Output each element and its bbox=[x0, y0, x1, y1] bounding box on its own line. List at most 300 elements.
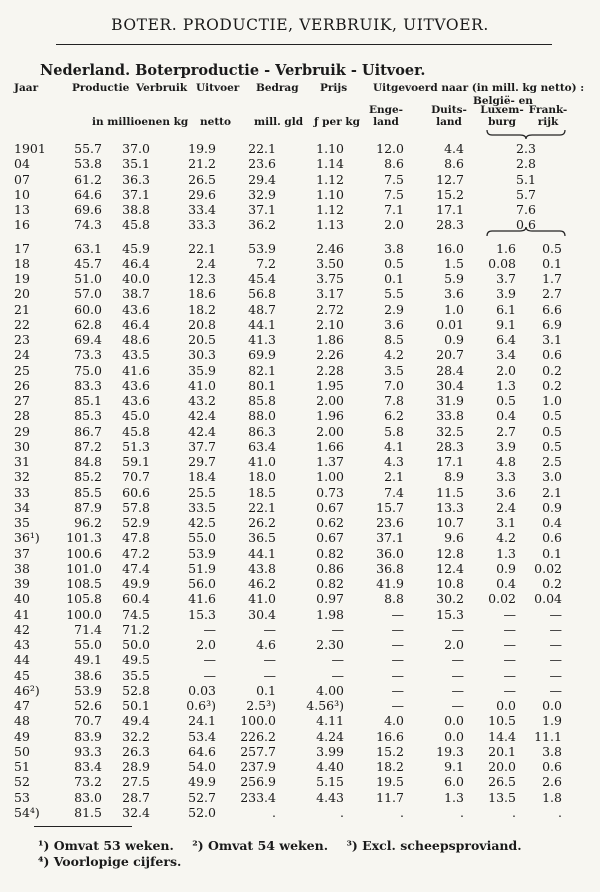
table-row bbox=[0, 347, 600, 362]
cell-verbruik: 74.5 bbox=[122, 606, 150, 622]
cell-belgie: 9.1 bbox=[496, 316, 516, 332]
cell-verbruik: 41.6 bbox=[122, 362, 150, 378]
table-row bbox=[0, 790, 600, 805]
cell-productie: 70.7 bbox=[74, 713, 102, 729]
cell-engeland: 15.2 bbox=[376, 743, 404, 759]
cell-bedrag: — bbox=[263, 667, 276, 683]
cell-uitvoer: 43.2 bbox=[188, 393, 216, 408]
cell-jaar: 53 bbox=[14, 789, 30, 805]
cell-uitvoer: — bbox=[203, 652, 216, 668]
cell-bedrag: 22.1 bbox=[248, 499, 276, 515]
cell-duitsland: 1.3 bbox=[444, 789, 464, 805]
cell-jaar: 29 bbox=[14, 423, 30, 439]
cell-uitvoer: 35.9 bbox=[188, 362, 216, 378]
cell-engeland: 36.8 bbox=[376, 560, 404, 576]
cell-belgie: 20.1 bbox=[488, 743, 516, 759]
header-prijs: Prijs bbox=[320, 82, 348, 94]
table-row bbox=[0, 469, 600, 484]
header-duitsland-1: Duits- bbox=[431, 104, 467, 116]
cell-belgie-frankrijk-combined: 2.8 bbox=[516, 156, 536, 172]
cell-uitvoer: 52.0 bbox=[188, 804, 216, 820]
cell-jaar: 34 bbox=[14, 499, 30, 515]
header-belgie-1: België- en bbox=[473, 95, 533, 107]
cell-frankrijk: 6.9 bbox=[542, 316, 562, 332]
cell-jaar: 07 bbox=[14, 171, 30, 187]
cell-verbruik: 47.8 bbox=[122, 530, 150, 546]
cell-belgie-frankrijk-combined: 5.7 bbox=[516, 186, 536, 202]
cell-duitsland: 6.0 bbox=[444, 774, 464, 790]
cell-uitvoer: 55.0 bbox=[188, 530, 216, 546]
cell-jaar: 46²) bbox=[14, 682, 40, 698]
cell-verbruik: 52.8 bbox=[122, 682, 150, 698]
cell-belgie: 3.9 bbox=[496, 438, 516, 454]
cell-productie: 60.0 bbox=[74, 301, 102, 317]
cell-duitsland: — bbox=[451, 667, 464, 683]
cell-frankrijk: 3.0 bbox=[542, 469, 562, 485]
table-row bbox=[0, 637, 600, 652]
table-row bbox=[0, 202, 600, 217]
cell-prijs: 1.66 bbox=[316, 438, 344, 454]
cell-jaar: 37 bbox=[14, 545, 30, 561]
table-row bbox=[0, 607, 600, 622]
cell-productie: 71.4 bbox=[74, 621, 102, 637]
cell-jaar: 16 bbox=[14, 217, 30, 233]
cell-duitsland: 13.3 bbox=[436, 499, 464, 515]
cell-frankrijk: 0.02 bbox=[534, 560, 562, 576]
header-jaar: Jaar bbox=[14, 82, 39, 94]
cell-uitvoer: 56.0 bbox=[188, 576, 216, 591]
cell-duitsland: 12.8 bbox=[436, 545, 464, 561]
cell-duitsland: 4.4 bbox=[444, 141, 464, 156]
cell-productie: 85.1 bbox=[74, 393, 102, 408]
cell-frankrijk: 11.1 bbox=[534, 728, 562, 744]
cell-productie: 64.6 bbox=[74, 186, 102, 202]
cell-belgie: 6.1 bbox=[496, 301, 516, 317]
header-engeland-2: land bbox=[373, 116, 399, 128]
cell-uitvoer: 21.2 bbox=[188, 156, 216, 172]
cell-jaar: 21 bbox=[14, 301, 30, 317]
cell-uitvoer: 41.0 bbox=[188, 377, 216, 393]
cell-uitvoer: 54.0 bbox=[188, 759, 216, 774]
cell-bedrag: 23.6 bbox=[248, 156, 276, 172]
cell-duitsland: 31.9 bbox=[436, 393, 464, 408]
cell-uitvoer: 25.5 bbox=[188, 484, 216, 500]
cell-prijs: 1.12 bbox=[316, 202, 344, 217]
cell-uitvoer: — bbox=[203, 621, 216, 637]
cell-duitsland: 11.5 bbox=[436, 484, 464, 500]
cell-uitvoer: 29.7 bbox=[188, 454, 216, 469]
cell-prijs: 4.00 bbox=[316, 682, 344, 698]
cell-verbruik: 50.0 bbox=[122, 637, 150, 652]
cell-belgie: 3.6 bbox=[496, 484, 516, 500]
cell-engeland: 6.2 bbox=[384, 408, 404, 424]
cell-bedrag: . bbox=[272, 804, 276, 820]
cell-productie: 69.4 bbox=[74, 332, 102, 347]
cell-engeland: 2.9 bbox=[384, 301, 404, 317]
header-unit-gld: mill. gld bbox=[254, 116, 304, 128]
cell-productie: 62.8 bbox=[74, 316, 102, 332]
cell-bedrag: 41.0 bbox=[248, 454, 276, 469]
cell-prijs: 3.50 bbox=[316, 255, 344, 271]
cell-verbruik: 59.1 bbox=[122, 454, 150, 469]
table-row bbox=[0, 713, 600, 728]
cell-belgie: 2.7 bbox=[496, 423, 516, 439]
cell-frankrijk: . bbox=[558, 804, 562, 820]
cell-uitvoer: 20.5 bbox=[188, 332, 216, 347]
cell-belgie: 0.0 bbox=[496, 698, 516, 713]
table-row bbox=[0, 622, 600, 637]
table-row bbox=[0, 652, 600, 667]
cell-frankrijk: — bbox=[549, 682, 562, 698]
cell-belgie: 14.4 bbox=[488, 728, 516, 744]
cell-duitsland: 5.9 bbox=[444, 271, 464, 286]
table-row bbox=[0, 286, 600, 301]
cell-uitvoer: 52.7 bbox=[188, 789, 216, 805]
cell-verbruik: 36.3 bbox=[122, 171, 150, 187]
cell-engeland: 3.5 bbox=[384, 362, 404, 378]
cell-bedrag: — bbox=[263, 652, 276, 668]
cell-belgie: — bbox=[503, 667, 516, 683]
cell-productie: 69.6 bbox=[74, 202, 102, 217]
header-frankrijk-1: Frank- bbox=[528, 104, 568, 116]
header-unit-prijs: ƒ per kg bbox=[314, 116, 360, 128]
cell-duitsland: 17.1 bbox=[436, 454, 464, 469]
cell-productie: 108.5 bbox=[66, 576, 102, 591]
cell-uitvoer: 33.5 bbox=[188, 499, 216, 515]
cell-verbruik: 43.6 bbox=[122, 393, 150, 408]
cell-duitsland: 0.0 bbox=[444, 713, 464, 729]
cell-productie: 93.3 bbox=[74, 743, 102, 759]
cell-engeland: 2.0 bbox=[384, 217, 404, 233]
cell-prijs: 4.11 bbox=[316, 713, 344, 729]
footnote-rule bbox=[34, 826, 132, 827]
cell-jaar: 49 bbox=[14, 728, 30, 744]
cell-frankrijk: 0.5 bbox=[542, 240, 562, 256]
cell-bedrag: 48.7 bbox=[248, 301, 276, 317]
cell-prijs: — bbox=[331, 667, 344, 683]
cell-verbruik: 47.2 bbox=[122, 545, 150, 561]
cell-productie: 105.8 bbox=[66, 591, 102, 607]
cell-productie: 73.2 bbox=[74, 774, 102, 790]
cell-engeland: — bbox=[391, 621, 404, 637]
cell-prijs: 2.28 bbox=[316, 362, 344, 378]
cell-prijs: 0.67 bbox=[316, 530, 344, 546]
cell-frankrijk: 1.8 bbox=[542, 789, 562, 805]
cell-frankrijk: 0.4 bbox=[542, 515, 562, 530]
cell-bedrag: 226.2 bbox=[240, 728, 276, 744]
cell-jaar: 42 bbox=[14, 621, 30, 637]
cell-engeland: — bbox=[391, 606, 404, 622]
table-row bbox=[0, 256, 600, 271]
cell-belgie: 0.5 bbox=[496, 393, 516, 408]
cell-bedrag: 22.1 bbox=[248, 141, 276, 156]
table-row bbox=[0, 156, 600, 171]
header-verbruik: Verbruik bbox=[136, 82, 188, 94]
cell-duitsland: — bbox=[451, 682, 464, 698]
cell-belgie: 0.08 bbox=[488, 255, 516, 271]
cell-belgie: — bbox=[503, 637, 516, 652]
cell-bedrag: 88.0 bbox=[248, 408, 276, 424]
cell-jaar: 20 bbox=[14, 286, 30, 302]
cell-verbruik: 28.7 bbox=[122, 789, 150, 805]
footnotes bbox=[38, 838, 536, 870]
cell-uitvoer: 18.6 bbox=[188, 286, 216, 302]
cell-bedrag: 18.0 bbox=[248, 469, 276, 485]
cell-uitvoer: 53.4 bbox=[188, 728, 216, 744]
table-row bbox=[0, 576, 600, 591]
cell-bedrag: 85.8 bbox=[248, 393, 276, 408]
cell-engeland: 7.0 bbox=[384, 377, 404, 393]
footnote-2: ²) Omvat 54 weken. bbox=[192, 838, 329, 853]
title-rule bbox=[56, 44, 552, 45]
cell-uitvoer: 30.3 bbox=[188, 347, 216, 363]
cell-prijs: 2.72 bbox=[316, 301, 344, 317]
cell-engeland: 7.5 bbox=[384, 171, 404, 187]
cell-duitsland: — bbox=[451, 698, 464, 713]
cell-bedrag: 86.3 bbox=[248, 423, 276, 439]
cell-engeland: 4.0 bbox=[384, 713, 404, 729]
cell-frankrijk: 2.5 bbox=[542, 454, 562, 469]
cell-uitvoer: 42.4 bbox=[188, 408, 216, 424]
cell-duitsland: 8.9 bbox=[444, 469, 464, 485]
cell-jaar: 24 bbox=[14, 347, 30, 363]
cell-belgie: 0.9 bbox=[496, 560, 516, 576]
cell-engeland: 8.5 bbox=[384, 332, 404, 347]
cell-jaar: 36¹) bbox=[14, 530, 40, 546]
cell-frankrijk: — bbox=[549, 667, 562, 683]
header-uitgevoerd: Uitgevoerd naar (in mill. kg netto) : bbox=[373, 82, 585, 94]
cell-bedrag: 237.9 bbox=[240, 759, 276, 774]
cell-belgie: . bbox=[512, 804, 516, 820]
table-row bbox=[0, 744, 600, 759]
cell-productie: 45.7 bbox=[74, 255, 102, 271]
cell-prijs: — bbox=[331, 621, 344, 637]
cell-belgie-frankrijk-combined: 0.6 bbox=[516, 217, 536, 233]
cell-duitsland: 28.3 bbox=[436, 217, 464, 233]
cell-duitsland: 30.2 bbox=[436, 591, 464, 607]
cell-frankrijk: 3.8 bbox=[542, 743, 562, 759]
cell-frankrijk: 2.7 bbox=[542, 286, 562, 302]
cell-prijs: 2.00 bbox=[316, 393, 344, 408]
cell-verbruik: 38.8 bbox=[122, 202, 150, 217]
cell-frankrijk: 0.9 bbox=[542, 499, 562, 515]
cell-prijs: 1.96 bbox=[316, 408, 344, 424]
cell-verbruik: 47.4 bbox=[122, 560, 150, 576]
cell-frankrijk: 0.2 bbox=[542, 576, 562, 591]
header-frankrijk-2: rijk bbox=[537, 116, 559, 128]
cell-jaar: 25 bbox=[14, 362, 30, 378]
cell-duitsland: 28.4 bbox=[436, 362, 464, 378]
cell-engeland: 37.1 bbox=[376, 530, 404, 546]
table-row bbox=[0, 408, 600, 423]
cell-jaar: 23 bbox=[14, 332, 30, 347]
cell-belgie: 3.9 bbox=[496, 286, 516, 302]
cell-frankrijk: — bbox=[549, 652, 562, 668]
cell-engeland: — bbox=[391, 698, 404, 713]
cell-uitvoer: 49.9 bbox=[188, 774, 216, 790]
cell-jaar: 51 bbox=[14, 759, 30, 774]
cell-bedrag: 36.5 bbox=[248, 530, 276, 546]
cell-belgie: 26.5 bbox=[488, 774, 516, 790]
cell-productie: 83.4 bbox=[74, 759, 102, 774]
cell-uitvoer: — bbox=[203, 667, 216, 683]
cell-productie: 81.5 bbox=[74, 804, 102, 820]
cell-frankrijk: — bbox=[549, 606, 562, 622]
cell-belgie: 4.2 bbox=[496, 530, 516, 546]
cell-duitsland: 0.01 bbox=[436, 316, 464, 332]
cell-frankrijk: 0.0 bbox=[542, 698, 562, 713]
cell-duitsland: 1.0 bbox=[444, 301, 464, 317]
cell-engeland: 19.5 bbox=[376, 774, 404, 790]
cell-verbruik: 46.4 bbox=[122, 316, 150, 332]
cell-engeland: 2.1 bbox=[384, 469, 404, 485]
cell-uitvoer: 12.3 bbox=[188, 271, 216, 286]
cell-bedrag: 18.5 bbox=[248, 484, 276, 500]
cell-duitsland: 10.8 bbox=[436, 576, 464, 591]
cell-productie: 85.3 bbox=[74, 408, 102, 424]
cell-frankrijk: 6.6 bbox=[542, 301, 562, 317]
cell-jaar: 43 bbox=[14, 637, 30, 652]
cell-verbruik: 50.1 bbox=[122, 698, 150, 713]
cell-verbruik: 46.4 bbox=[122, 255, 150, 271]
cell-productie: 85.5 bbox=[74, 484, 102, 500]
cell-verbruik: 45.8 bbox=[122, 423, 150, 439]
cell-duitsland: 28.3 bbox=[436, 438, 464, 454]
cell-prijs: 5.15 bbox=[316, 774, 344, 790]
cell-frankrijk: 0.6 bbox=[542, 530, 562, 546]
cell-verbruik: 26.3 bbox=[122, 743, 150, 759]
cell-prijs: 1.14 bbox=[316, 156, 344, 172]
footnote-1: ¹) Omvat 53 weken. bbox=[38, 838, 174, 853]
cell-frankrijk: — bbox=[549, 637, 562, 652]
cell-prijs: 0.97 bbox=[316, 591, 344, 607]
cell-bedrag: 26.2 bbox=[248, 515, 276, 530]
cell-verbruik: 49.9 bbox=[122, 576, 150, 591]
table-row bbox=[0, 668, 600, 683]
cell-verbruik: 37.1 bbox=[122, 186, 150, 202]
table-row bbox=[0, 500, 600, 515]
cell-frankrijk: 0.04 bbox=[534, 591, 562, 607]
cell-jaar: 50 bbox=[14, 743, 30, 759]
cell-prijs: 1.10 bbox=[316, 141, 344, 156]
header-engeland-1: Enge- bbox=[368, 104, 404, 116]
table-title: Nederland. Boterproductie - Verbruik - Uitvoer. bbox=[40, 62, 426, 79]
cell-bedrag: 4.6 bbox=[256, 637, 276, 652]
cell-prijs: 1.13 bbox=[316, 217, 344, 233]
cell-prijs: 1.95 bbox=[316, 377, 344, 393]
cell-bedrag: 43.8 bbox=[248, 560, 276, 576]
cell-prijs: 0.62 bbox=[316, 515, 344, 530]
cell-prijs: 4.24 bbox=[316, 728, 344, 744]
cell-jaar: 22 bbox=[14, 316, 30, 332]
cell-uitvoer: 53.9 bbox=[188, 545, 216, 561]
cell-prijs: 0.73 bbox=[316, 484, 344, 500]
cell-duitsland: 16.0 bbox=[436, 240, 464, 256]
cell-bedrag: 32.9 bbox=[248, 186, 276, 202]
cell-bedrag: 100.0 bbox=[240, 713, 276, 729]
cell-jaar: 17 bbox=[14, 240, 30, 256]
cell-duitsland: 33.8 bbox=[436, 408, 464, 424]
cell-productie: 100.0 bbox=[66, 606, 102, 622]
cell-verbruik: 51.3 bbox=[122, 438, 150, 454]
cell-belgie: 13.5 bbox=[488, 789, 516, 805]
cell-verbruik: 32.2 bbox=[122, 728, 150, 744]
table-row bbox=[0, 454, 600, 469]
cell-engeland: 18.2 bbox=[376, 759, 404, 774]
cell-uitvoer: 15.3 bbox=[188, 606, 216, 622]
cell-frankrijk: 0.6 bbox=[542, 759, 562, 774]
cell-bedrag: 36.2 bbox=[248, 217, 276, 233]
cell-verbruik: 45.8 bbox=[122, 217, 150, 233]
cell-productie: 87.9 bbox=[74, 499, 102, 515]
cell-verbruik: 32.4 bbox=[122, 804, 150, 820]
cell-uitvoer: 0.03 bbox=[188, 682, 216, 698]
header-netto: netto bbox=[200, 116, 232, 128]
cell-jaar: 48 bbox=[14, 713, 30, 729]
cell-prijs: 3.75 bbox=[316, 271, 344, 286]
cell-uitvoer: 20.8 bbox=[188, 316, 216, 332]
cell-duitsland: 1.5 bbox=[444, 255, 464, 271]
cell-engeland: 0.5 bbox=[384, 255, 404, 271]
cell-frankrijk: 0.5 bbox=[542, 408, 562, 424]
cell-productie: 86.7 bbox=[74, 423, 102, 439]
cell-bedrag: 29.4 bbox=[248, 171, 276, 187]
cell-prijs: 2.26 bbox=[316, 347, 344, 363]
cell-bedrag: 257.7 bbox=[240, 743, 276, 759]
cell-productie: 53.9 bbox=[74, 682, 102, 698]
cell-belgie: — bbox=[503, 606, 516, 622]
cell-jaar: 1901 bbox=[14, 141, 46, 156]
cell-prijs: 0.82 bbox=[316, 545, 344, 561]
header-unit-kg: in millioenen kg bbox=[92, 116, 189, 128]
cell-uitvoer: 2.0 bbox=[196, 637, 216, 652]
cell-engeland: — bbox=[391, 667, 404, 683]
cell-productie: 49.1 bbox=[74, 652, 102, 668]
cell-uitvoer: 22.1 bbox=[188, 240, 216, 256]
cell-duitsland: 12.4 bbox=[436, 560, 464, 576]
cell-uitvoer: 42.5 bbox=[188, 515, 216, 530]
cell-frankrijk: 1.9 bbox=[542, 713, 562, 729]
cell-prijs: 4.43 bbox=[316, 789, 344, 805]
cell-productie: 96.2 bbox=[74, 515, 102, 530]
cell-productie: 63.1 bbox=[74, 240, 102, 256]
cell-uitvoer: 29.6 bbox=[188, 186, 216, 202]
cell-productie: 38.6 bbox=[74, 667, 102, 683]
cell-belgie: 20.0 bbox=[488, 759, 516, 774]
table-row bbox=[0, 591, 600, 606]
cell-prijs: 2.46 bbox=[316, 240, 344, 256]
cell-jaar: 18 bbox=[14, 255, 30, 271]
cell-engeland: 36.0 bbox=[376, 545, 404, 561]
cell-frankrijk: 0.5 bbox=[542, 423, 562, 439]
cell-prijs: 1.98 bbox=[316, 606, 344, 622]
cell-verbruik: 60.4 bbox=[122, 591, 150, 607]
cell-uitvoer: 42.4 bbox=[188, 423, 216, 439]
cell-verbruik: 49.4 bbox=[122, 713, 150, 729]
cell-verbruik: 35.1 bbox=[122, 156, 150, 172]
cell-frankrijk: 2.6 bbox=[542, 774, 562, 790]
table-row bbox=[0, 393, 600, 408]
cell-prijs: — bbox=[331, 652, 344, 668]
cell-duitsland: 0.0 bbox=[444, 728, 464, 744]
cell-duitsland: . bbox=[460, 804, 464, 820]
cell-verbruik: 38.7 bbox=[122, 286, 150, 302]
cell-verbruik: 57.8 bbox=[122, 499, 150, 515]
table-row bbox=[0, 241, 600, 256]
cell-frankrijk: 1.0 bbox=[542, 393, 562, 408]
cell-belgie: 0.4 bbox=[496, 408, 516, 424]
cell-jaar: 32 bbox=[14, 469, 30, 485]
